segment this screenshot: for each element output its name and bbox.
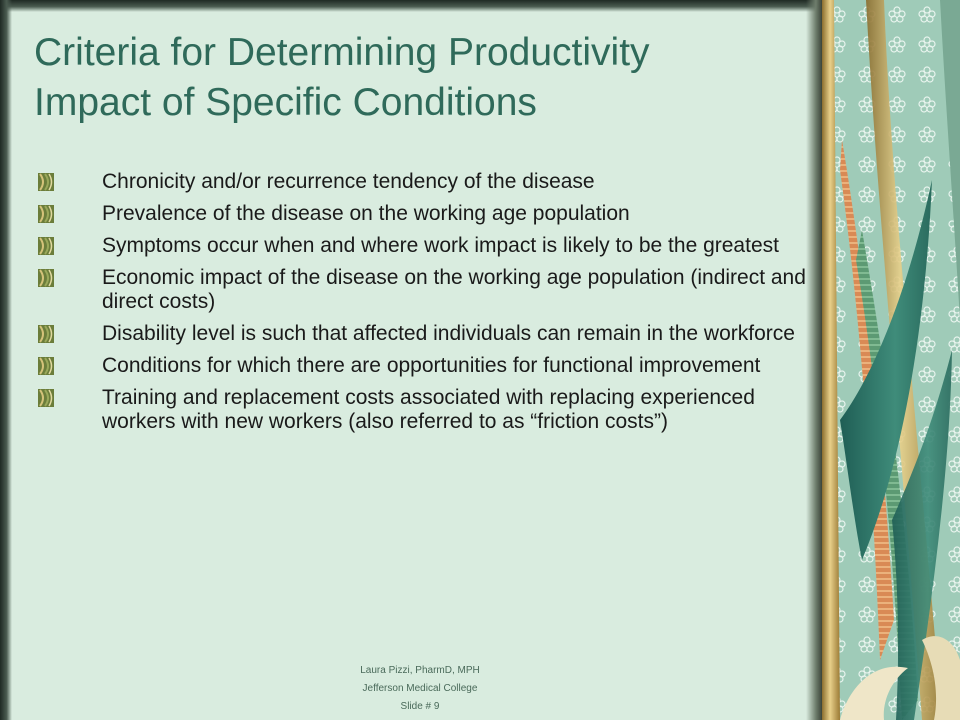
slide-footer [320, 662, 520, 716]
bullet-item [38, 234, 808, 258]
striped-bullet-icon [38, 389, 54, 407]
slide-frame-top-shadow [0, 0, 822, 12]
striped-bullet-icon [38, 173, 54, 191]
striped-bullet-icon [38, 325, 54, 343]
bullet-item [38, 202, 808, 226]
bullet-list [38, 170, 808, 442]
bullet-text: Economic impact of the disease on the working age population (indirect and direct costs) [102, 266, 806, 313]
bullet-item [38, 170, 808, 194]
footer-author: Laura Pizzi, PharmD, MPH [360, 665, 480, 676]
bullet-text: Disability level is such that affected individuals can remain in the workforce [102, 322, 795, 345]
bullet-item [38, 322, 808, 346]
bullet-text: Training and replacement costs associated with replacing experienced workers with new workers (also referred to as “friction costs”) [102, 386, 755, 433]
bullet-text: Symptoms occur when and where work impact is likely to be the greatest [102, 234, 779, 257]
striped-bullet-icon [38, 237, 54, 255]
floral-ribbon-decoration [822, 0, 960, 720]
bullet-text: Chronicity and/or recurrence tendency of the disease [102, 170, 595, 193]
bullet-text: Conditions for which there are opportunities for functional improvement [102, 354, 761, 377]
striped-bullet-icon [38, 357, 54, 375]
bullet-item [38, 354, 808, 378]
footer-institution: Jefferson Medical College [362, 683, 478, 694]
bullet-item [38, 266, 808, 314]
bullet-item [38, 386, 808, 434]
striped-bullet-icon [38, 269, 54, 287]
bullet-text: Prevalence of the disease on the working age population [102, 202, 630, 225]
slide-frame-left-shadow [0, 0, 12, 720]
slide-title-line-2: Impact of Specific Conditions [34, 81, 537, 124]
striped-bullet-icon [38, 205, 54, 223]
slide-title-line-1: Criteria for Determining Productivity [34, 31, 650, 74]
slide-title [34, 28, 804, 128]
footer-slide-number: Slide # 9 [400, 701, 440, 712]
